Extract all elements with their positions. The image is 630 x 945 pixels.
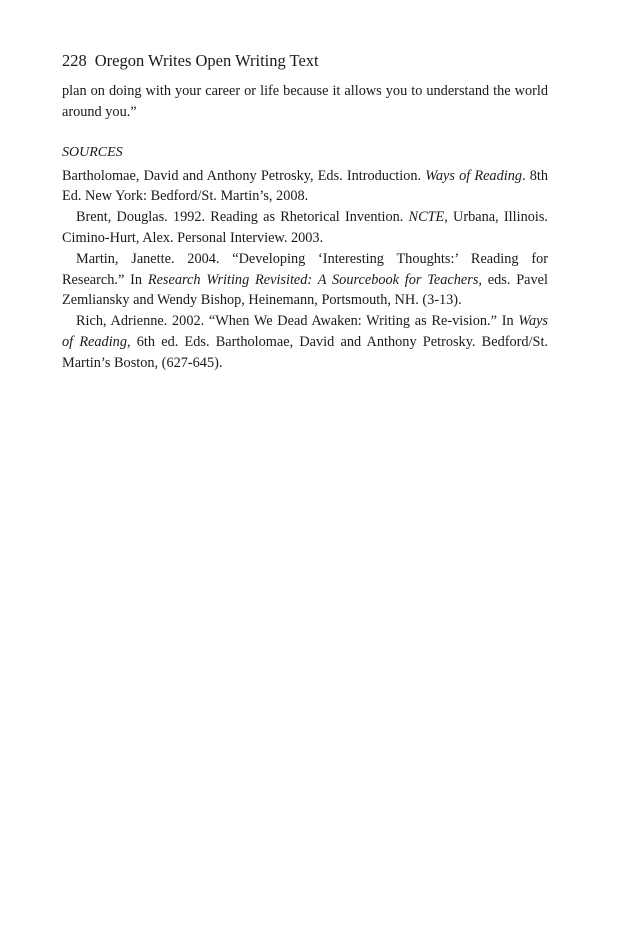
page-number: 228 (62, 51, 87, 70)
reference-text: Bartholomae, David and Anthony Petrosky, Eds. Introduction. (62, 167, 426, 184)
reference-text: , eds. Pavel Zemliansky and Wendy Bishop, Heinemann, Portsmouth, NH. (3-13). (62, 271, 548, 309)
reference-text: Brent, Douglas. 1992. Reading as Rhetorical Invention. (76, 209, 409, 226)
reference-text: . 8th Ed. New York: Bedford/St. Martin’s, 2008. (62, 167, 548, 205)
running-header (62, 50, 548, 72)
reference-entry (62, 311, 548, 373)
continuation-paragraph: plan on doing with your career or life because it allows you to understand the world around you.” (62, 83, 548, 120)
reference-text: Martin, Janette. 2004. “Developing ‘Interesting Thoughts:’ Reading for Research.” In (62, 250, 548, 288)
sources-heading: SOURCES (62, 144, 123, 160)
running-title: Oregon Writes Open Writing Text (94, 51, 319, 70)
reference-title: Ways of Reading (425, 167, 522, 184)
reference-title: Ways of Reading (62, 313, 548, 350)
reference-entry (62, 166, 548, 208)
book-page (62, 50, 548, 374)
reference-text: Rich, Adrienne. 2002. “When We Dead Awaken: Writing as Re-vision.” In (76, 313, 519, 330)
reference-title: Research Writing Revisited: A Sourcebook for Teachers (147, 271, 479, 288)
reference-text: , 6th ed. Eds. Bartholomae, David and Anthony Petrosky. Bedford/St. Martin’s Boston, (627-645). (62, 333, 549, 371)
reference-entry (62, 207, 548, 249)
reference-title: NCTE (408, 209, 445, 226)
reference-entry (62, 249, 548, 311)
reference-text: , Urbana, Illinois. Cimino-Hurt, Alex. Personal Interview. 2003. (62, 209, 548, 246)
